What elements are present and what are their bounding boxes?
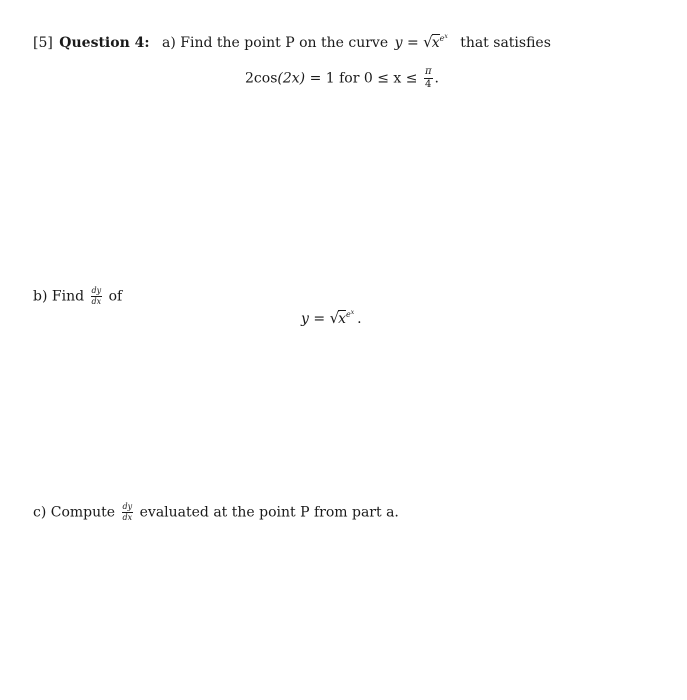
part-b-derivative [91,287,103,306]
curve-lhs: y [394,35,403,51]
part-c-derivative [122,503,134,522]
question-label: Question 4: [59,35,150,51]
curve-exponent [440,34,448,43]
part-a-text-after: that satisfies [460,35,551,51]
part-a-marker: a) [162,35,176,51]
part-b-equation [301,310,362,326]
condition-func: cos [253,70,278,87]
curve-sqrt [423,34,439,50]
eq-lhs: y [301,311,309,327]
condition-rhs: = 1 for 0 ≤ x ≤ [309,70,418,87]
dx-denominator: dx [91,297,102,306]
dy-numerator: dy [91,286,102,295]
exponent-base: e [346,310,351,320]
sqrt-sign: √ [423,33,433,51]
points-label: [5] [33,35,53,51]
pi-numerator: π [424,66,432,77]
part-c-marker: c) [33,504,47,521]
condition-arg: (2x) [277,70,306,87]
eq-exponent [346,310,354,319]
condition-coef: 2 [245,70,254,87]
part-b-prompt [33,287,122,306]
eq-equals: = [313,311,326,327]
curve-radicand: x [431,35,440,51]
dy-numerator: dy [122,502,133,511]
curve-equals: = [406,35,419,51]
eq-period: . [357,311,362,327]
part-c-text: evaluated at the point P from part a. [139,504,399,521]
part-b-find: Find [51,288,85,305]
part-b-marker: b) [33,288,48,305]
exponent-exp: x [350,309,355,317]
part-b-of: of [108,288,123,305]
eq-sqrt [330,310,346,326]
four-denominator: 4 [425,79,432,90]
part-c-compute: Compute [50,504,116,521]
condition-equation [245,67,439,90]
part-c-prompt [33,503,399,522]
pi-over-four [424,67,433,90]
sqrt-sign: √ [329,309,340,327]
part-a-text: Find the point P on the curve [180,35,389,51]
exponent-exp: x [444,33,448,41]
condition-period: . [434,70,439,87]
exponent-base: e [439,34,445,44]
question-4-header [33,34,551,50]
eq-radicand: x [338,311,347,327]
dx-denominator: dx [122,513,133,522]
